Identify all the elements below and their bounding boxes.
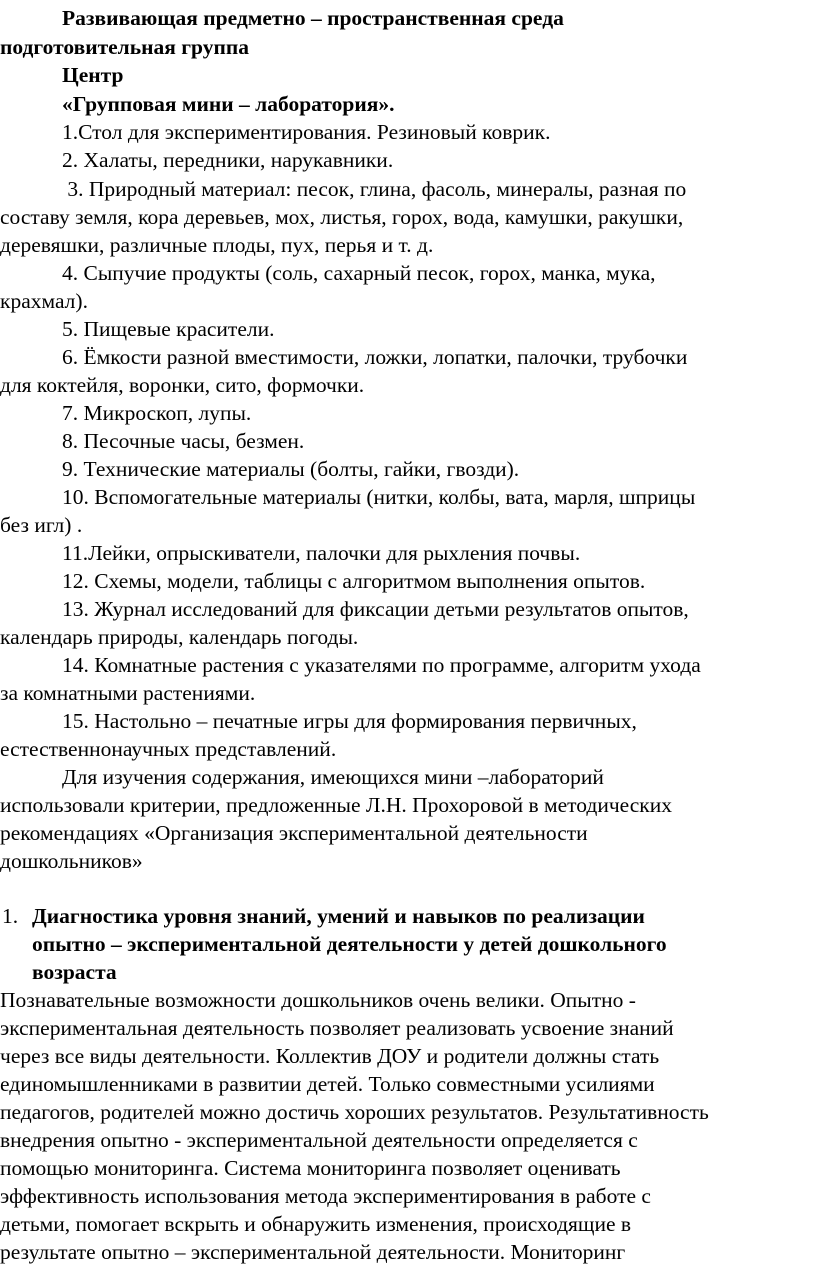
list-line: естественнонаучных представлений.	[0, 737, 337, 761]
list-line: 6. Ёмкости разной вместимости, ложки, лопатки, палочки, трубочки	[62, 345, 688, 369]
section-heading	[0, 902, 816, 931]
intro-line: рекомендациях «Организация экспериментальной деятельности	[0, 821, 588, 845]
list-line: 11.Лейки, опрыскиватели, палочки для рыхления почвы.	[62, 541, 581, 565]
paragraph-line: детьми, помогает вскрыть и обнаружить изменения, происходящие в	[0, 1212, 632, 1236]
list-line: 3. Природный материал: песок, глина, фасоль, минералы, разная по	[62, 177, 687, 201]
paragraph-line: помощью мониторинга. Система мониторинга позволяет оценивать	[0, 1156, 621, 1180]
list-line: 9. Технические материалы (болты, гайки, гвозди).	[62, 457, 520, 481]
paragraph-line: единомышленниками в развитии детей. Только совместными усилиями	[0, 1072, 655, 1096]
list-line: 1.Стол для экспериментирования. Резиновый коврик.	[62, 120, 551, 144]
center-label: Центр	[62, 63, 124, 87]
title-line-2: подготовительная группа	[0, 35, 249, 59]
intro-line: использовали критерии, предложенные Л.Н. Прохоровой в методических	[0, 793, 672, 817]
list-line: 2. Халаты, передники, нарукавники.	[62, 148, 394, 172]
list-line: за комнатными растениями.	[0, 681, 256, 705]
list-line: деревяшки, различные плоды, пух, перья и т. д.	[0, 233, 434, 257]
list-line: 14. Комнатные растения с указателями по программе, алгоритм ухода	[62, 653, 701, 677]
list-line: 8. Песочные часы, безмен.	[62, 429, 305, 453]
list-line: 4. Сыпучие продукты (соль, сахарный песок, горох, манка, мука,	[62, 261, 656, 285]
paragraph-line: внедрения опытно - экспериментальной деятельности определяется с	[0, 1128, 638, 1152]
list-line: 5. Пищевые красители.	[62, 317, 275, 341]
list-line: 7. Микроскоп, лупы.	[62, 401, 252, 425]
list-line: крахмал).	[0, 289, 88, 313]
paragraph-line: экспериментальная деятельность позволяет реализовать усвоение знаний	[0, 1016, 674, 1040]
center-title: «Групповая мини – лаборатория».	[62, 92, 395, 116]
paragraph-line: через все виды деятельности. Коллектив ДОУ и родители должны стать	[0, 1044, 660, 1068]
list-line: без игл) .	[0, 513, 83, 537]
paragraph-line: педагогов, родителей можно достичь хороших результатов. Результативность	[0, 1100, 709, 1124]
paragraph-line: Познавательные возможности дошкольников очень велики. Опытно -	[0, 988, 636, 1012]
section-heading-line: возраста	[32, 960, 117, 984]
paragraph-line: эффективность использования метода экспериментирования в работе с	[0, 1184, 651, 1208]
section-heading-line: Диагностика уровня знаний, умений и навыков по реализации	[32, 904, 645, 928]
list-line: 15. Настольно – печатные игры для формирования первичных,	[62, 709, 637, 733]
paragraph-line: результате опытно – экспериментальной деятельности. Мониторинг	[0, 1240, 626, 1264]
intro-line: Для изучения содержания, имеющихся мини –лабораторий	[62, 765, 604, 789]
list-line: 10. Вспомогательные материалы (нитки, колбы, вата, марля, шприцы	[62, 485, 696, 509]
section-number: 1.	[2, 904, 19, 928]
list-line: составу земля, кора деревьев, мох, листья, горох, вода, камушки, ракушки,	[0, 205, 684, 229]
section-heading-line: опытно – экспериментальной деятельности у детей дошкольного	[32, 932, 667, 956]
list-line: 13. Журнал исследований для фиксации детьми результатов опытов,	[62, 597, 689, 621]
list-line: 12. Схемы, модели, таблицы с алгоритмом выполнения опытов.	[62, 569, 646, 593]
title-line-1: Развивающая предметно – пространственная среда	[62, 6, 564, 30]
intro-line: дошкольников»	[0, 849, 143, 873]
list-line: для коктейля, воронки, сито, формочки.	[0, 373, 365, 397]
list-line: календарь природы, календарь погоды.	[0, 625, 359, 649]
